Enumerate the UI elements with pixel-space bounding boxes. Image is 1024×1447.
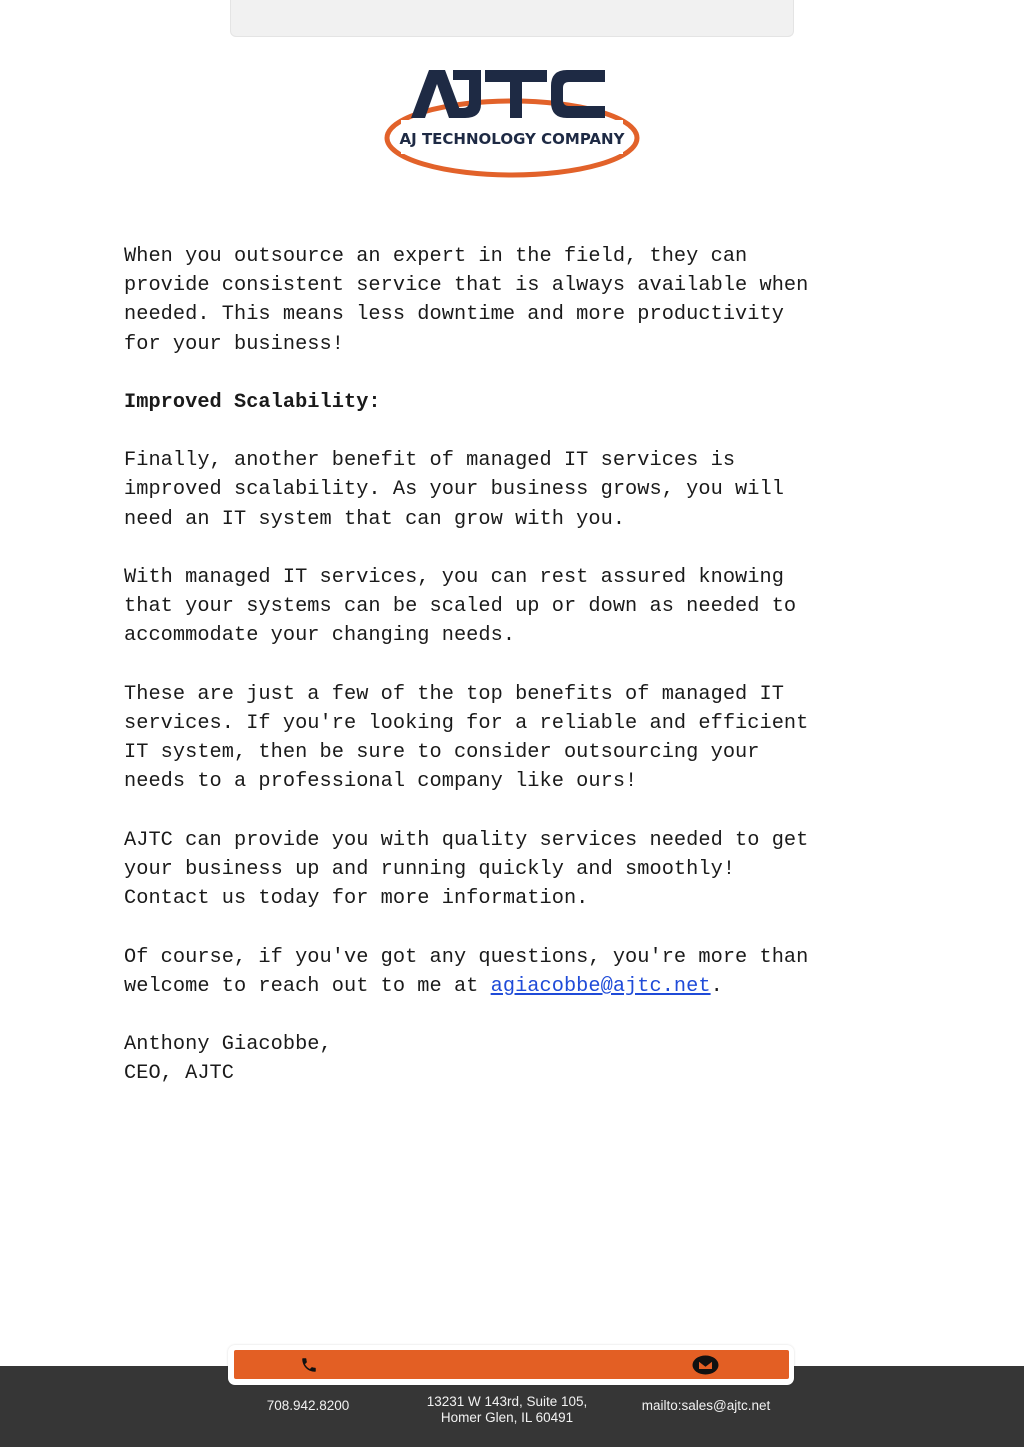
footer-address-line2: Homer Glen, IL 60491 [440,1410,574,1425]
paragraph-4: These are just a few of the top benefits of managed IT services. If you're looking for a reliable and efficient IT system, then be sure to consider outsourcing your needs to a professional company like ours! [124,682,809,794]
top-header-tab [230,0,794,37]
email-link[interactable]: agiacobbe@ajtc.net [490,974,711,998]
ajtc-logo [381,62,643,180]
paragraph-2: Finally, another benefit of managed IT services is improved scalability. As your business grows, you will need an IT system that can grow with you. [124,449,784,531]
signature-name: Anthony Giacobbe, [124,1033,332,1057]
footer-email[interactable]: mailto:sales@ajtc.net [641,1398,771,1413]
footer-address-line1: 13231 W 143rd, Suite 105, [426,1394,588,1409]
signature-title: CEO, AJTC [124,1062,234,1086]
footer-phone[interactable]: 708.942.8200 [266,1398,350,1413]
footer-address [407,1394,607,1426]
paragraph-6-text: Of course, if you've got any questions, you're more than welcome to reach out to me at [124,945,809,998]
paragraph-1: When you outsource an expert in the field, they can provide consistent service that is always available when needed. This means less downtime and more productivity for your business! [124,245,809,356]
paragraph-5: AJTC can provide you with quality services needed to get your business up and running quickly and smoothly! Contact us today for more information. [124,828,809,911]
phone-icon[interactable] [300,1356,318,1374]
logo-tagline: AJ TECHNOLOGY COMPANY [399,130,625,148]
letter-body [124,242,904,1089]
paragraph-6-suffix: . [710,974,723,998]
paragraph-3: With managed IT services, you can rest assured knowing that your systems can be scaled up or down as needed to accommodate your changing needs. [124,566,797,648]
envelope-icon[interactable] [692,1355,719,1375]
section-heading: Improved Scalability: [124,391,381,414]
paragraph-6 [124,943,904,1001]
